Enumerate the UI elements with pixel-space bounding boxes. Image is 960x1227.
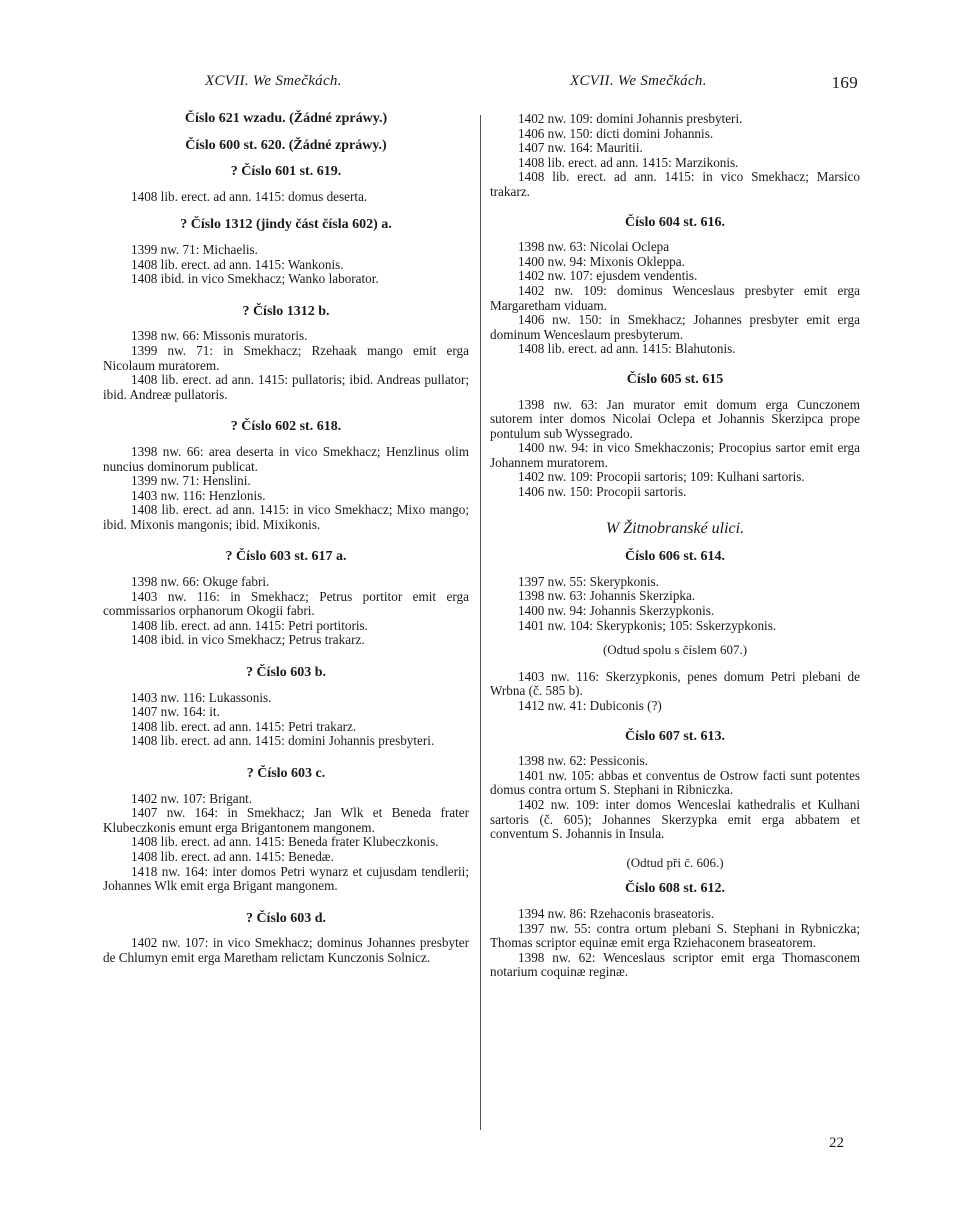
record-entry: 1408 lib. erect. ad ann. 1415: Beneda frater Klubeczkonis.: [131, 834, 439, 850]
record-entry: 1402 nw. 109: domini Johannis presbyteri.: [518, 111, 743, 126]
entry-heading: ? Číslo 1312 b.: [242, 303, 330, 319]
signature-mark: 22: [829, 1135, 844, 1151]
record-entry: 1408 lib. erect. ad ann. 1415: in vico Smekhacz; Mixo mango; ibid. Mixonis mangonis; ibid. Mixikonis.: [103, 502, 469, 532]
record-entry: 1398 nw. 63: Nicolai Oclepa: [518, 239, 670, 255]
entry-heading: ? Číslo 603 d.: [245, 910, 327, 926]
editorial-note: (Odtud při č. 606.): [626, 854, 724, 870]
entry-heading: Číslo 605 st. 615: [626, 371, 724, 387]
entry-heading: ? Číslo 601 st. 619.: [230, 164, 342, 180]
record-entry: 1401 nw. 105: abbas et conventus de Ostrow facti sunt potentes domus contra ortum S. Stephani in Ribniczka.: [490, 767, 860, 798]
record-entry: 1406 nw. 150: dicti domini Johannis.: [518, 125, 714, 141]
record-entry: 1397 nw. 55: contra ortum plebani S. Stephani in Rybniczka; Thomas scriptor equinæ emit erga Rziehaconem braseatorem.: [490, 920, 860, 951]
record-entry: 1400 nw. 94: in vico Smekhaczonis; Procopius sartor emit erga Johannem muratorem.: [490, 440, 860, 470]
record-entry: 1398 nw. 66: Okuge fabri.: [131, 574, 270, 590]
record-entry: 1398 nw. 66: area deserta in vico Smekhacz; Henzlinus olim nuncius dominorum publicat.: [103, 443, 469, 474]
entry-heading: Číslo 606 st. 614.: [625, 549, 725, 565]
record-entry: 1402 nw. 107: Brigant.: [131, 790, 253, 806]
record-entry: 1402 nw. 107: in vico Smekhacz; dominus Johannes presbyter de Chlumyn emit erga Maretham relictam Kunczonis Solnicz.: [103, 935, 469, 965]
record-entry: 1400 nw. 94: Johannis Skerzypkonis.: [518, 603, 715, 619]
record-entry: 1399 nw. 71: in Smekhacz; Rzehaak mango emit erga Nicolaum muratorem.: [103, 342, 469, 373]
record-entry: 1402 nw. 109: Procopii sartoris; 109: Kulhani sartoris.: [518, 469, 805, 485]
record-entry: 1407 nw. 164: it.: [131, 704, 220, 720]
record-entry: 1408 lib. erect. ad ann. 1415: Petri trakarz.: [131, 718, 357, 734]
record-entry: 1394 nw. 86: Rzehaconis braseatoris.: [518, 905, 715, 921]
record-entry: 1400 nw. 94: Mixonis Okleppa.: [518, 253, 685, 269]
record-entry: 1412 nw. 41: Dubiconis (?): [518, 698, 662, 713]
entry-heading: Číslo 604 st. 616.: [625, 214, 725, 230]
entry-heading: ? Číslo 603 b.: [245, 665, 327, 681]
entry-heading: ? Číslo 602 st. 618.: [230, 419, 342, 435]
record-entry: 1402 nw. 107: ejusdem vendentis.: [518, 268, 698, 284]
record-entry: 1408 lib. erect. ad ann. 1415: domini Johannis presbyteri.: [131, 733, 435, 749]
record-entry: 1398 nw. 63: Johannis Skerzipka.: [518, 588, 696, 604]
editorial-note: (Odtud spolu s číslem 607.): [602, 642, 748, 658]
record-entry: 1402 nw. 109: dominus Wenceslaus presbyter emit erga Margaretham viduam.: [490, 282, 860, 313]
entry-heading: Číslo 600 st. 620. (Žádné zpráwy.): [185, 137, 387, 153]
record-entry: 1407 nw. 164: in Smekhacz; Jan Wlk et Beneda frater Klubeczkonis emunt erga Brigantonem mangonem.: [103, 805, 469, 835]
running-header-right: XCVII. We Smečkách.: [570, 73, 707, 89]
record-entry: 1398 nw. 62: Wenceslaus scriptor emit erga Thomasconem notarium coquinæ reginæ.: [490, 949, 860, 980]
entry-heading: ? Číslo 603 c.: [246, 766, 326, 781]
record-entry: 1398 nw. 66: Missonis muratoris.: [131, 328, 308, 344]
record-entry: 1407 nw. 164: Mauritii.: [518, 140, 643, 156]
entry-heading: Číslo 607 st. 613.: [625, 728, 725, 744]
record-entry: 1403 nw. 116: Lukassonis.: [131, 689, 272, 705]
entry-heading: ? Číslo 1312 (jindy část čísla 602) a.: [180, 217, 392, 233]
record-entry: 1406 nw. 150: in Smekhacz; Johannes presbyter emit erga dominum Wenceslaum presbyterum.: [490, 312, 860, 342]
record-entry: 1398 nw. 62: Pessiconis.: [518, 753, 648, 769]
running-header-left: XCVII. We Smečkách.: [205, 73, 342, 89]
record-entry: 1401 nw. 104: Skerypkonis; 105: Sskerzypkonis.: [518, 617, 777, 633]
record-entry: 1399 nw. 71: Michaelis.: [131, 241, 258, 257]
left-column: [103, 112, 469, 966]
record-entry: 1406 nw. 150: Procopii sartoris.: [518, 484, 687, 500]
entry-heading: ? Číslo 603 st. 617 a.: [225, 549, 347, 565]
record-entry: 1408 lib. erect. ad ann. 1415: Blahutonis.: [518, 341, 736, 357]
record-entry: 1402 nw. 109: inter domos Wenceslai kathedralis et Kulhani sartoris (č. 605); Johannes Skerzypka emit erga abbatem et conventum S. Johannis in Insula.: [490, 796, 860, 842]
record-entry: 1408 lib. erect. ad ann. 1415: Wankonis.: [131, 256, 344, 272]
record-entry: 1398 nw. 63: Jan murator emit domum erga Cunczonem sutorem inter domos Nicolai Oclepa et Johannis Skerzipca prope pontulum sub Wyssegrado.: [490, 396, 860, 441]
entry-heading: Číslo 608 st. 612.: [625, 881, 725, 897]
column-divider: [480, 115, 481, 1130]
record-entry: 1408 lib. erect. ad ann. 1415: domus deserta.: [131, 188, 368, 204]
record-entry: 1397 nw. 55: Skerypkonis.: [518, 573, 659, 589]
entry-heading: Číslo 621 wzadu. (Žádné zpráwy.): [184, 111, 388, 126]
record-entry: 1408 lib. erect. ad ann. 1415: Petri portitoris.: [131, 617, 368, 633]
record-entry: 1403 nw. 116: in Smekhacz; Petrus portitor emit erga commissarios orphanorum Okogii fabri.: [103, 588, 469, 619]
right-column: [490, 112, 860, 980]
record-entry: 1408 lib. erect. ad ann. 1415: Marzikonis.: [518, 154, 739, 170]
record-entry: 1418 nw. 164: inter domos Petri wynarz et cujusdam tendlerii; Johannes Wlk emit erga Brigant mangonem.: [103, 863, 469, 894]
record-entry: 1403 nw. 116: Henzlonis.: [131, 487, 266, 503]
page-number: 169: [831, 73, 858, 92]
record-entry: 1408 lib. erect. ad ann. 1415: Benedæ.: [131, 848, 334, 864]
record-entry: 1399 nw. 71: Henslini.: [131, 473, 251, 489]
record-entry: 1408 lib. erect. ad ann. 1415: pullatoris; ibid. Andreas pullator; ibid. Andreæ pullatoris.: [103, 372, 469, 402]
section-title: W Žitnobranské ulici.: [605, 519, 745, 537]
record-entry: 1403 nw. 116: Skerzypkonis, penes domum Petri plebani de Wrbna (č. 585 b).: [490, 668, 860, 699]
record-entry: 1408 ibid. in vico Smekhacz; Wanko laborator.: [131, 271, 379, 287]
record-entry: 1408 ibid. in vico Smekhacz; Petrus trakarz.: [131, 632, 365, 648]
record-entry: 1408 lib. erect. ad ann. 1415: in vico Smekhacz; Marsico trakarz.: [490, 169, 860, 199]
